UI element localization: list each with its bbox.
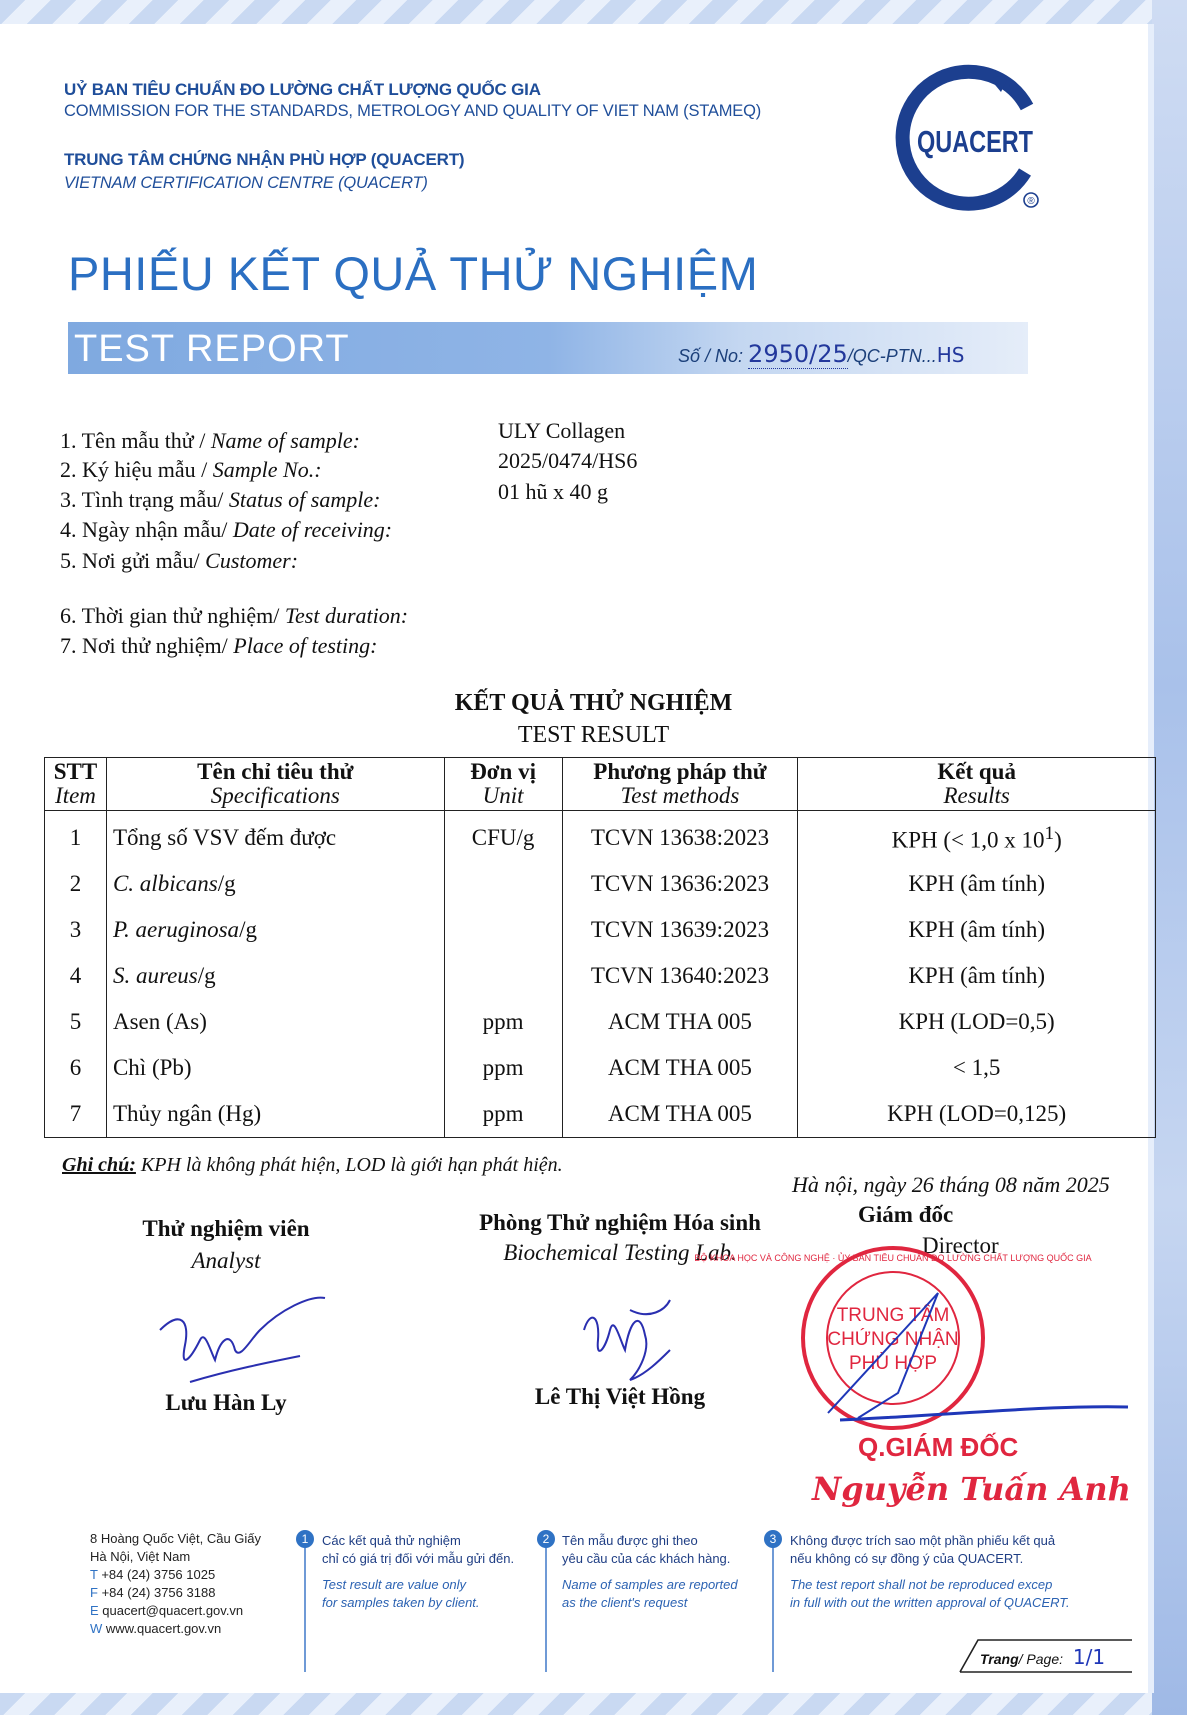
logo-registered-mark: ® (1027, 196, 1035, 207)
report-number-code: HS (936, 343, 965, 367)
centre-name-vn: TRUNG TÂM CHỨNG NHẬN PHÙ HỢP (QUACERT) (64, 150, 465, 169)
cell-unit: ppm (444, 999, 562, 1045)
footer-note-3-icon: 3 (764, 1530, 782, 1548)
results-table (44, 757, 1156, 1138)
page-number: 1/1 (1072, 1645, 1106, 1669)
lab-role-vn: Phòng Thử nghiệm Hóa sinh (479, 1210, 761, 1235)
header-result: Kết quả Results (798, 758, 1156, 811)
quacert-logo-icon (895, 62, 1053, 212)
info-row-6: 6. Thời gian thử nghiệm/ Test duration: (60, 603, 409, 628)
director-name: Nguyễn Tuấn Anh (812, 1470, 1131, 1508)
page-border-right (1152, 0, 1187, 1715)
table-row (45, 907, 1156, 953)
footer-divider-2 (545, 1542, 547, 1672)
cell-method: ACM THA 005 (562, 1091, 798, 1138)
director-role-en: Director (922, 1233, 999, 1258)
stamp-line-3: PHÙ HỢP (848, 1353, 938, 1374)
analyst-role-en: Analyst (191, 1248, 261, 1273)
cell-method: TCVN 13640:2023 (562, 953, 798, 999)
info-value-3: 01 hũ x 40 g (498, 479, 608, 504)
cell-result: KPH (LOD=0,5) (798, 999, 1156, 1045)
info-value-2: 2025/0474/HS6 (498, 448, 638, 473)
report-number-value: 2950/25 (748, 340, 848, 368)
quacert-logo (895, 62, 1053, 212)
info-row-1: 1. Tên mẫu thử / Name of sample: (60, 428, 360, 453)
cell-stt: 6 (45, 1045, 107, 1091)
cell-method: TCVN 13639:2023 (562, 907, 798, 953)
header-spec: Tên chỉ tiêu thử Specifications (106, 758, 444, 811)
analyst-signature (150, 1290, 330, 1390)
footer-divider-3 (772, 1542, 774, 1672)
org-name-vn: UỶ BAN TIÊU CHUẨN ĐO LƯỜNG CHẤT LƯỢNG QUỐC GIA (64, 80, 541, 99)
footer-divider-1 (304, 1542, 306, 1672)
info-row-3: 3. Tình trạng mẫu/ Status of sample: (60, 487, 381, 512)
footer-email: quacert@quacert.gov.vn (102, 1603, 244, 1618)
info-value-1: ULY Collagen (498, 418, 626, 443)
table-row (45, 811, 1156, 862)
director-role-vn: Giám đốc (858, 1202, 954, 1227)
table-row (45, 1091, 1156, 1138)
results-title-vn: KẾT QUẢ THỬ NGHIỆM (454, 690, 733, 716)
page-border-top (0, 0, 1187, 24)
cell-method: ACM THA 005 (562, 999, 798, 1045)
cell-unit (444, 861, 562, 907)
stamp-line-1: TRUNG TÂM (836, 1305, 950, 1326)
issue-date: Hà nội, ngày 26 tháng 08 năm 2025 (792, 1172, 1110, 1197)
page-indicator: Trang/ Page: 1/1 (980, 1645, 1106, 1669)
cell-unit: ppm (444, 1045, 562, 1091)
stamp-line-2: CHỨNG NHẬN (827, 1329, 959, 1350)
analyst-role-vn: Thử nghiệm viên (142, 1216, 310, 1241)
footer-website: www.quacert.gov.vn (105, 1621, 222, 1636)
cell-result: KPH (âm tính) (798, 861, 1156, 907)
cell-result: KPH (âm tính) (798, 907, 1156, 953)
report-title-en: TEST REPORT (74, 328, 350, 370)
cell-stt: 7 (45, 1091, 107, 1138)
stamp-ring-text: BỘ KHOA HỌC VÀ CÔNG NGHỆ · ỦY BAN TIÊU CHUẨN ĐO LƯỜNG CHẤT LƯỢNG QUỐC GIA (694, 1253, 1092, 1263)
cell-method: ACM THA 005 (562, 1045, 798, 1091)
report-number-label: Số / No: (678, 346, 744, 366)
cell-spec: Tổng số VSV đếm được (106, 811, 444, 862)
table-row (45, 861, 1156, 907)
report-number (678, 340, 964, 368)
cell-unit (444, 907, 562, 953)
lab-role-en: Biochemical Testing Lab. (503, 1240, 737, 1265)
cell-stt: 2 (45, 861, 107, 907)
table-row (45, 1045, 1156, 1091)
cell-spec: Thủy ngân (Hg) (106, 1091, 444, 1138)
footer-note-1-icon: 1 (296, 1530, 314, 1548)
cell-stt: 5 (45, 999, 107, 1045)
header-method: Phương pháp thử Test methods (562, 758, 798, 811)
org-name-en: COMMISSION FOR THE STANDARDS, METROLOGY AND QUALITY OF VIET NAM (STAMEQ) (64, 102, 762, 120)
page-border-bottom (0, 1693, 1187, 1715)
logo-text: QUACERT (917, 124, 1034, 159)
footer-note-3: Không được trích sao một phần phiếu kết quả nếu không có sự đồng ý của QUACERT. The test report shall not be reproduced excep in full with out the written approval of QUACERT. (790, 1533, 1070, 1610)
lab-signature (570, 1290, 690, 1390)
cell-result: KPH (LOD=0,125) (798, 1091, 1156, 1138)
cell-method: TCVN 13638:2023 (562, 811, 798, 862)
footer-note-2-icon: 2 (537, 1530, 555, 1548)
results-header-row (45, 758, 1156, 811)
footer-phone: +84 (24) 3756 1025 (101, 1567, 216, 1582)
centre-name-en: VIETNAM CERTIFICATION CENTRE (QUACERT) (64, 174, 428, 192)
results-title-en: TEST RESULT (517, 722, 670, 748)
analyst-name: Lưu Hàn Ly (165, 1390, 287, 1415)
cell-result: KPH (< 1,0 x $10^1$) (798, 811, 1156, 862)
cell-stt: 4 (45, 953, 107, 999)
cell-unit: CFU/g (444, 811, 562, 862)
footer-note-1: Các kết quả thử nghiệm chỉ có giá trị đối với mẫu gửi đến. Test result are value only for samples taken by client. (322, 1533, 515, 1610)
report-title-vn: PHIẾU KẾT QUẢ THỬ NGHIỆM (68, 247, 759, 300)
cell-spec: C. albicans/g (106, 861, 444, 907)
report-number-suffix: /QC-PTN... (847, 346, 937, 366)
cell-unit: ppm (444, 1091, 562, 1138)
deputy-director-title: Q.GIÁM ĐỐC (858, 1432, 1019, 1462)
footer-address: 8 Hoàng Quốc Việt, Cầu Giấy Hà Nội, Việt Nam T +84 (24) 3756 1025 F +84 (24) 3756 3188 E quacert@quacert.gov.vn W www.quacert.gov.vn (90, 1531, 262, 1636)
note-text: KPH là không phát hiện, LOD là giới hạn phát hiện. (140, 1154, 563, 1176)
info-row-5: 5. Nơi gửi mẫu/ Customer: (60, 548, 299, 573)
results-note (62, 1154, 563, 1177)
footer-fax: +84 (24) 3756 3188 (101, 1585, 216, 1600)
cell-stt: 1 (45, 811, 107, 862)
info-row-4: 4. Ngày nhận mẫu/ Date of receiving: (60, 517, 393, 542)
note-label: Ghi chú: (62, 1154, 136, 1176)
lab-head-name: Lê Thị Việt Hồng (534, 1384, 706, 1409)
cell-spec: Asen (As) (106, 999, 444, 1045)
cell-method: TCVN 13636:2023 (562, 861, 798, 907)
cell-stt: 3 (45, 907, 107, 953)
header-unit: Đơn vị Unit (444, 758, 562, 811)
cell-result: < 1,5 (798, 1045, 1156, 1091)
info-row-2: 2. Ký hiệu mẫu / Sample No.: (60, 457, 322, 482)
header-stt: STT Item (45, 758, 107, 811)
cell-unit (444, 953, 562, 999)
cell-result: KPH (âm tính) (798, 953, 1156, 999)
director-signature-stroke (830, 1395, 1130, 1435)
cell-spec: S. aureus/g (106, 953, 444, 999)
cell-spec: P. aeruginosa/g (106, 907, 444, 953)
table-row (45, 953, 1156, 999)
table-row (45, 999, 1156, 1045)
footer-note-2: Tên mẫu được ghi theo yêu cầu của các khách hàng. Name of samples are reported as the client's request (562, 1533, 738, 1610)
cell-spec: Chì (Pb) (106, 1045, 444, 1091)
info-row-7: 7. Nơi thử nghiệm/ Place of testing: (60, 633, 378, 658)
